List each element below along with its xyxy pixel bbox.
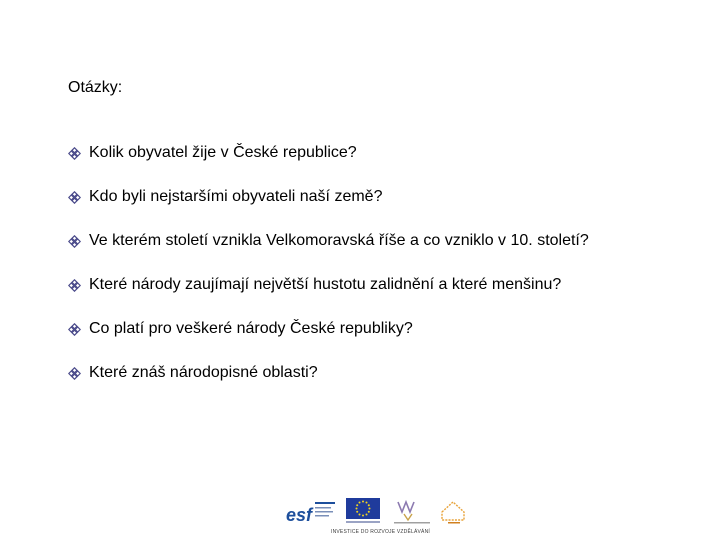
funding-logo-bar bbox=[285, 496, 470, 540]
question-item bbox=[68, 131, 589, 175]
question-item bbox=[68, 219, 589, 263]
question-text: Kolik obyvatel žije v České republice? bbox=[89, 144, 357, 161]
svg-text:esf: esf bbox=[286, 505, 313, 525]
op-vk-logo bbox=[438, 498, 468, 526]
esf-logo bbox=[285, 498, 337, 526]
diamond-bullet-icon bbox=[68, 323, 81, 336]
question-text: Kdo byli nejstaršími obyvateli naší země? bbox=[89, 188, 383, 205]
diamond-bullet-icon bbox=[68, 235, 81, 248]
diamond-bullet-icon bbox=[68, 367, 81, 380]
diamond-bullet-icon bbox=[68, 191, 81, 204]
question-item bbox=[68, 351, 589, 395]
question-text: Které národy zaujímají největší hustotu zalidnění a které menšinu? bbox=[89, 276, 562, 293]
eu-flag-logo bbox=[342, 498, 386, 526]
question-list bbox=[68, 131, 589, 395]
diamond-bullet-icon bbox=[68, 279, 81, 292]
question-item bbox=[68, 263, 589, 307]
diamond-bullet-icon bbox=[68, 147, 81, 160]
slide-heading: Otázky: bbox=[68, 79, 123, 96]
funding-tagline: INVESTICE DO ROZVOJE VZDĚLÁVÁNÍ bbox=[331, 529, 430, 535]
question-text: Co platí pro veškeré národy České republiky? bbox=[89, 320, 413, 337]
question-text: Ve kterém století vznikla Velkomoravská říše a co vzniklo v 10. století? bbox=[89, 232, 589, 249]
logo-row bbox=[285, 496, 470, 530]
question-item bbox=[68, 175, 589, 219]
msmt-logo bbox=[390, 498, 434, 526]
question-text: Které znáš národopisné oblasti? bbox=[89, 364, 318, 381]
question-item bbox=[68, 307, 589, 351]
